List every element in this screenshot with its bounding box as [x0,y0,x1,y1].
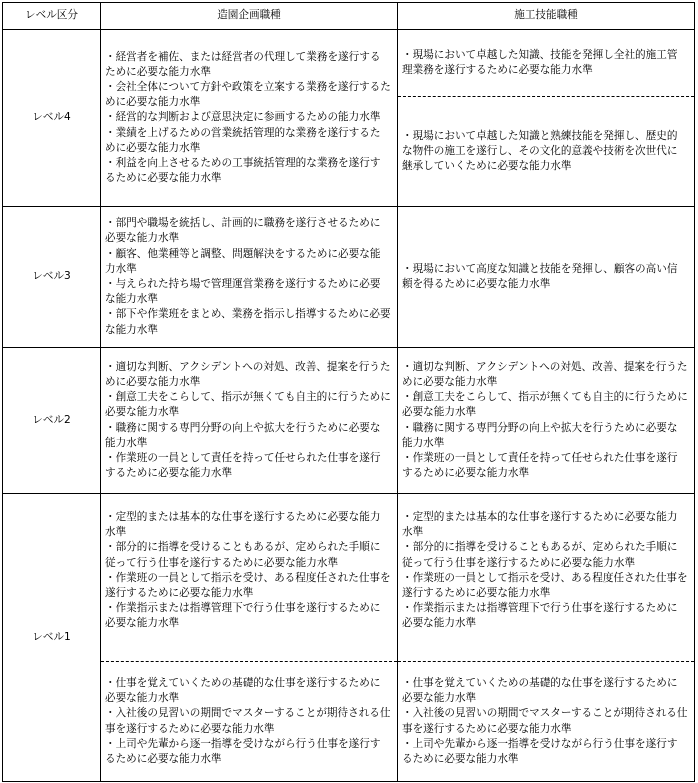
bullet-item: ・ 現場において卓越した知識と熟練技能を発揮し、歴史的な物件の施工を遂行し、その文化的意義や技術を次世代に継承していくために必要な能力水準 [402,129,688,175]
bullet-item: ・ 作業班の一員として責任を持って任せられた仕事を遂行するために必要な能力水準 [402,451,688,481]
bullet-item: ・ 定型的または基本的な仕事を遂行するために必要な能力水準 [105,510,391,540]
bullet-item: ・ 業績を上げるための営業統括管理的な業務を遂行するために必要な能力水準 [105,126,391,156]
bullet-item: ・ 作業班の一員として責任を持って任せられた仕事を遂行するために必要な能力水準 [105,451,391,481]
construction-cell [398,30,695,97]
header-construction: 施工技能職種 [398,3,695,30]
construction-cell [398,494,695,662]
row-level-1-sub [3,662,695,782]
bullet-item: ・ 経営者を補佐、または経営者の代理して業務を遂行するために必要な能力水準 [105,50,391,80]
header-design: 造園企画職種 [101,3,398,30]
bullet-item: ・ 部分的に指導を受けることもあるが、定められた手順に従って行う仕事を遂行するために必要な能力水準 [402,540,688,570]
level-label: レベル2 [3,348,101,494]
bullet-item: ・ 適切な判断、アクシデントへの対処、改善、提案を行うために必要な能力水準 [105,360,391,390]
bullet-item: ・ 定型的または基本的な仕事を遂行するために必要な能力水準 [402,510,688,540]
bullet-item: ・ 仕事を覚えていくための基礎的な仕事を遂行するために必要な能力水準 [402,676,688,706]
row-level-4 [3,30,695,97]
design-cell [101,662,398,782]
bullet-item: ・ 与えられた持ち場で管理運営業務を遂行するために必要な能力水準 [105,277,391,307]
bullet-item: ・ 作業班の一員として指示を受け、ある程度任された仕事を遂行するために必要な能力水準 [105,571,391,601]
bullet-item: ・ 作業指示または指導管理下で行う仕事を遂行するために必要な能力水準 [105,601,391,631]
header-level: レベル区分 [3,3,101,30]
bullet-item: ・ 創意工夫をこらして、指示が無くても自主的に行うために必要な能力水準 [105,390,391,420]
competency-level-table [2,2,695,782]
bullet-item: ・ 職務に関する専門分野の向上や拡大を行うために必要な能力水準 [402,421,688,451]
bullet-item: ・ 作業班の一員として指示を受け、ある程度任された仕事を遂行するために必要な能力水準 [402,571,688,601]
bullet-item: ・ 顧客、他業種等と調整、問題解決をするために必要な能力水準 [105,247,391,277]
design-cell [101,207,398,348]
bullet-item: ・ 現場において卓越した知識、技能を発揮し全社的施工管理業務を遂行するために必要な能力水準 [402,48,688,78]
bullet-item: ・ 経営的な判断および意思決定に参画するための能力水準 [105,110,391,125]
bullet-item: ・ 作業指示または指導管理下で行う仕事を遂行するために必要な能力水準 [402,601,688,631]
bullet-item: ・ 利益を向上させるための工事統括管理的な業務を遂行するために必要な能力水準 [105,156,391,186]
bullet-item: ・ 適切な判断、アクシデントへの対処、改善、提案を行うために必要な能力水準 [402,360,688,390]
bullet-item: ・ 会社全体について方針や政策を立案する業務を遂行するために必要な能力水準 [105,80,391,110]
bullet-item: ・ 部門や職場を統括し、計画的に職務を遂行させるために必要な能力水準 [105,216,391,246]
bullet-item: ・ 上司や先輩から逐一指導を受けながら行う仕事を遂行するために必要な能力水準 [105,737,391,767]
bullet-item: ・ 入社後の見習いの期間でマスターすることが期待される仕事を遂行するために必要な能力水準 [402,706,688,736]
level-label: レベル4 [3,30,101,207]
construction-cell [398,97,695,207]
bullet-item: ・ 現場において高度な知識と技能を発揮し、顧客の高い信頼を得るために必要な能力水準 [402,262,688,292]
bullet-item: ・ 職務に関する専門分野の向上や拡大を行うために必要な能力水準 [105,421,391,451]
bullet-item: ・ 上司や先輩から逐一指導を受けながら行う仕事を遂行するために必要な能力水準 [402,737,688,767]
bullet-item: ・ 仕事を覚えていくための基礎的な仕事を遂行するために必要な能力水準 [105,676,391,706]
level-label: レベル1 [3,494,101,782]
design-cell [101,30,398,207]
row-level-2 [3,348,695,494]
header-row [3,3,695,30]
design-cell [101,348,398,494]
bullet-item: ・ 部下や作業班をまとめ、業務を指示し指導するために必要な能力水準 [105,307,391,337]
bullet-item: ・ 部分的に指導を受けることもあるが、定められた手順に従って行う仕事を遂行するために必要な能力水準 [105,540,391,570]
row-level-3 [3,207,695,348]
bullet-item: ・ 創意工夫をこらして、指示が無くても自主的に行うために必要な能力水準 [402,390,688,420]
row-level-1 [3,494,695,662]
bullet-item: ・ 入社後の見習いの期間でマスターすることが期待される仕事を遂行するために必要な能力水準 [105,706,391,736]
level-label: レベル3 [3,207,101,348]
construction-cell [398,348,695,494]
construction-cell [398,662,695,782]
design-cell [101,494,398,662]
construction-cell [398,207,695,348]
